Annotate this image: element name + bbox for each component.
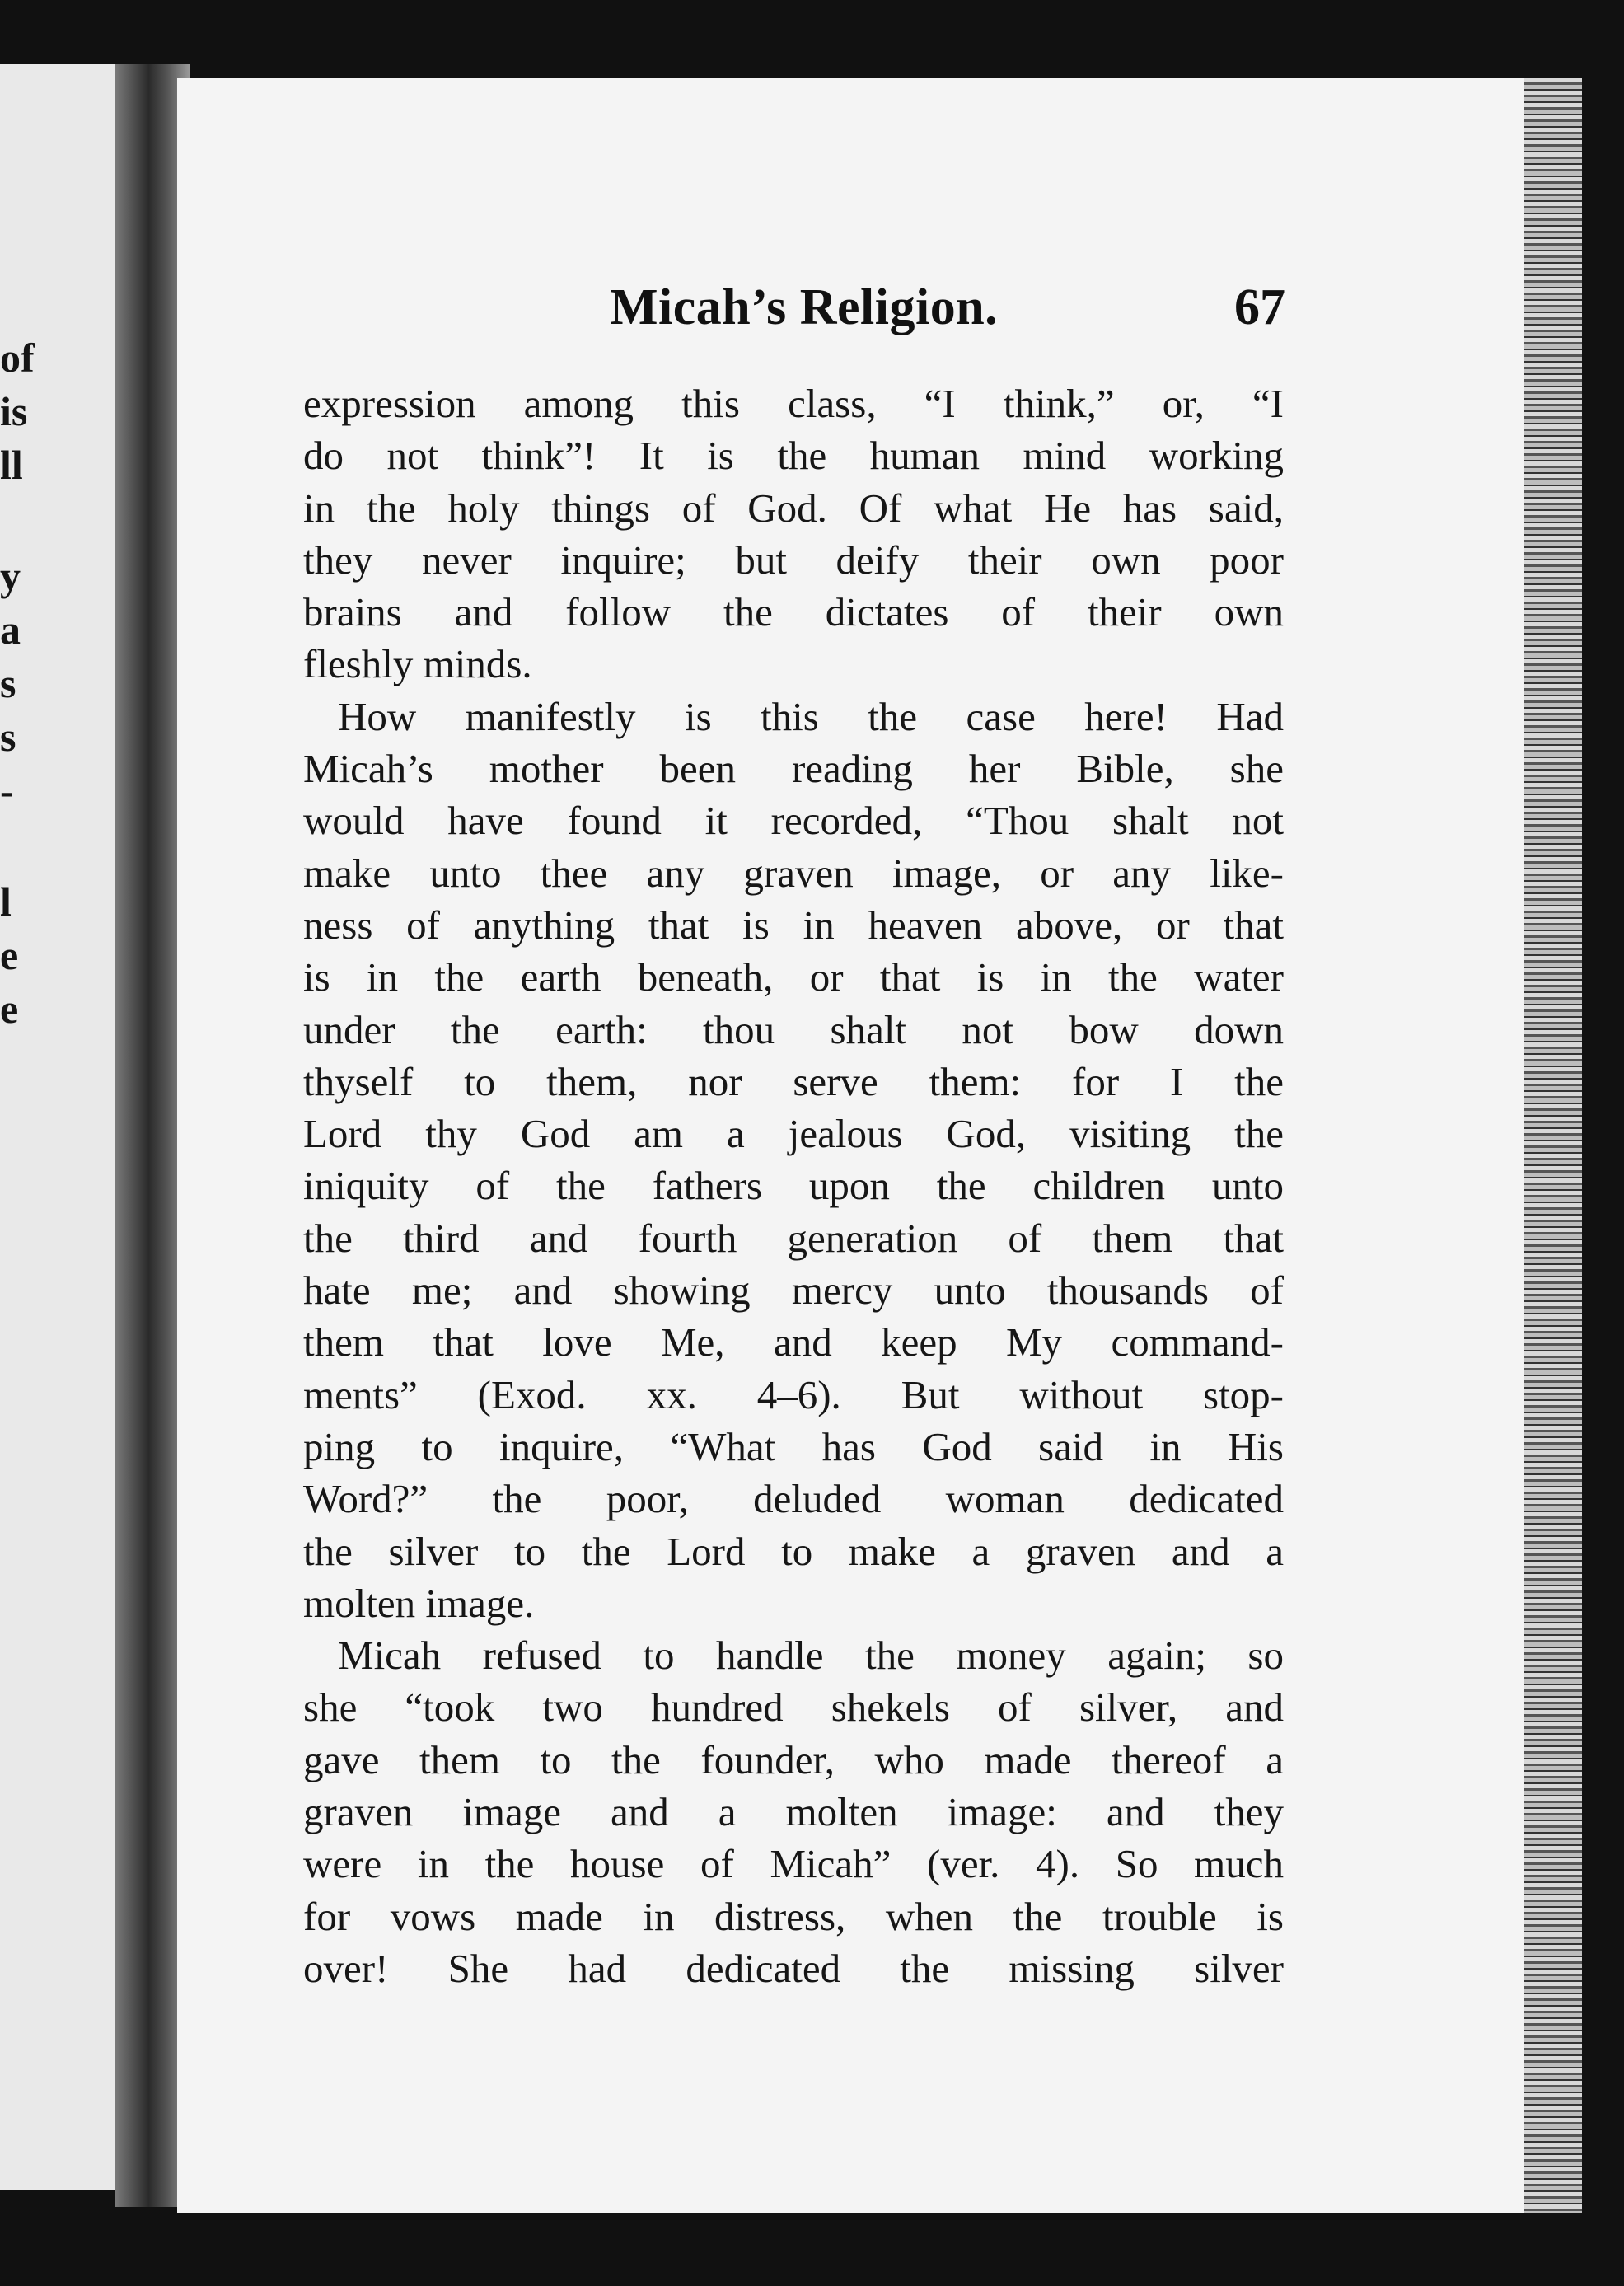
left-fragment: ll xyxy=(0,442,23,488)
text-line: Lord thy God am a jealous God, visiting the xyxy=(303,1111,1284,1157)
text-line: hate me; and showing mercy unto thousands of xyxy=(303,1267,1284,1314)
text-line: she “took two hundred shekels of silver, and xyxy=(303,1684,1284,1731)
text-line: iniquity of the fathers upon the children unto xyxy=(303,1163,1284,1209)
text-line: make unto thee any graven image, or any like- xyxy=(303,850,1284,896)
left-fragment: - xyxy=(0,767,14,813)
text-line: is in the earth beneath, or that is in the water xyxy=(303,954,1284,1000)
text-line: How manifestly is this the case here! Had xyxy=(338,693,1284,739)
text-line: Micah’s mother been reading her Bible, she xyxy=(303,746,1284,792)
page-edge-stack xyxy=(1524,78,1582,2213)
text-line: brains and follow the dictates of their own xyxy=(303,589,1284,635)
text-line: for vows made in distress, when the trouble is xyxy=(303,1893,1284,1939)
text-line: molten image. xyxy=(303,1580,535,1626)
text-line: them that love Me, and keep My command- xyxy=(303,1319,1284,1366)
running-head: Micah’s Religion. xyxy=(610,279,999,335)
left-fragment: of xyxy=(0,335,35,381)
text-line: Micah refused to handle the money again; so xyxy=(338,1633,1284,1679)
left-fragment: a xyxy=(0,607,21,653)
text-line: thyself to them, nor serve them: for I the xyxy=(303,1058,1284,1104)
text-line: under the earth: thou shalt not bow down xyxy=(303,1006,1284,1052)
left-fragment: e xyxy=(0,986,19,1032)
text-line: were in the house of Micah” (ver. 4). So much xyxy=(303,1841,1284,1887)
text-line: ness of anything that is in heaven above, or that xyxy=(303,902,1284,948)
text-line: expression among this class, “I think,” or, “I xyxy=(303,381,1284,426)
text-line: in the holy things of God. Of what He has said, xyxy=(303,485,1284,531)
text-line: fleshly minds. xyxy=(303,641,532,687)
left-fragment: e xyxy=(0,932,19,978)
text-line: the third and fourth generation of them that xyxy=(303,1215,1284,1261)
text-line: ments” (Exod. xx. 4–6). But without stop- xyxy=(303,1371,1284,1417)
page-header xyxy=(610,279,1285,344)
text-line: they never inquire; but deify their own poor xyxy=(303,536,1284,583)
text-line: Word?” the poor, deluded woman dedicated xyxy=(303,1476,1284,1522)
text-line: over! She had dedicated the missing silver xyxy=(303,1945,1284,1991)
text-line: would have found it recorded, “Thou shalt not xyxy=(303,798,1284,844)
text-line: gave them to the founder, who made thereof a xyxy=(303,1736,1284,1782)
page-number: 67 xyxy=(1234,279,1285,335)
left-fragment: y xyxy=(0,553,21,599)
left-fragment: l xyxy=(0,878,12,925)
text-line: ping to inquire, “What has God said in His xyxy=(303,1423,1284,1469)
text-line: graven image and a molten image: and they xyxy=(303,1789,1284,1835)
text-line: the silver to the Lord to make a graven and a xyxy=(303,1528,1284,1574)
text-line: do not think”! It is the human mind working xyxy=(303,433,1284,479)
left-fragment: s xyxy=(0,660,16,706)
left-fragment: is xyxy=(0,388,28,434)
page-body-text xyxy=(303,377,1284,1994)
left-fragment: s xyxy=(0,714,16,760)
